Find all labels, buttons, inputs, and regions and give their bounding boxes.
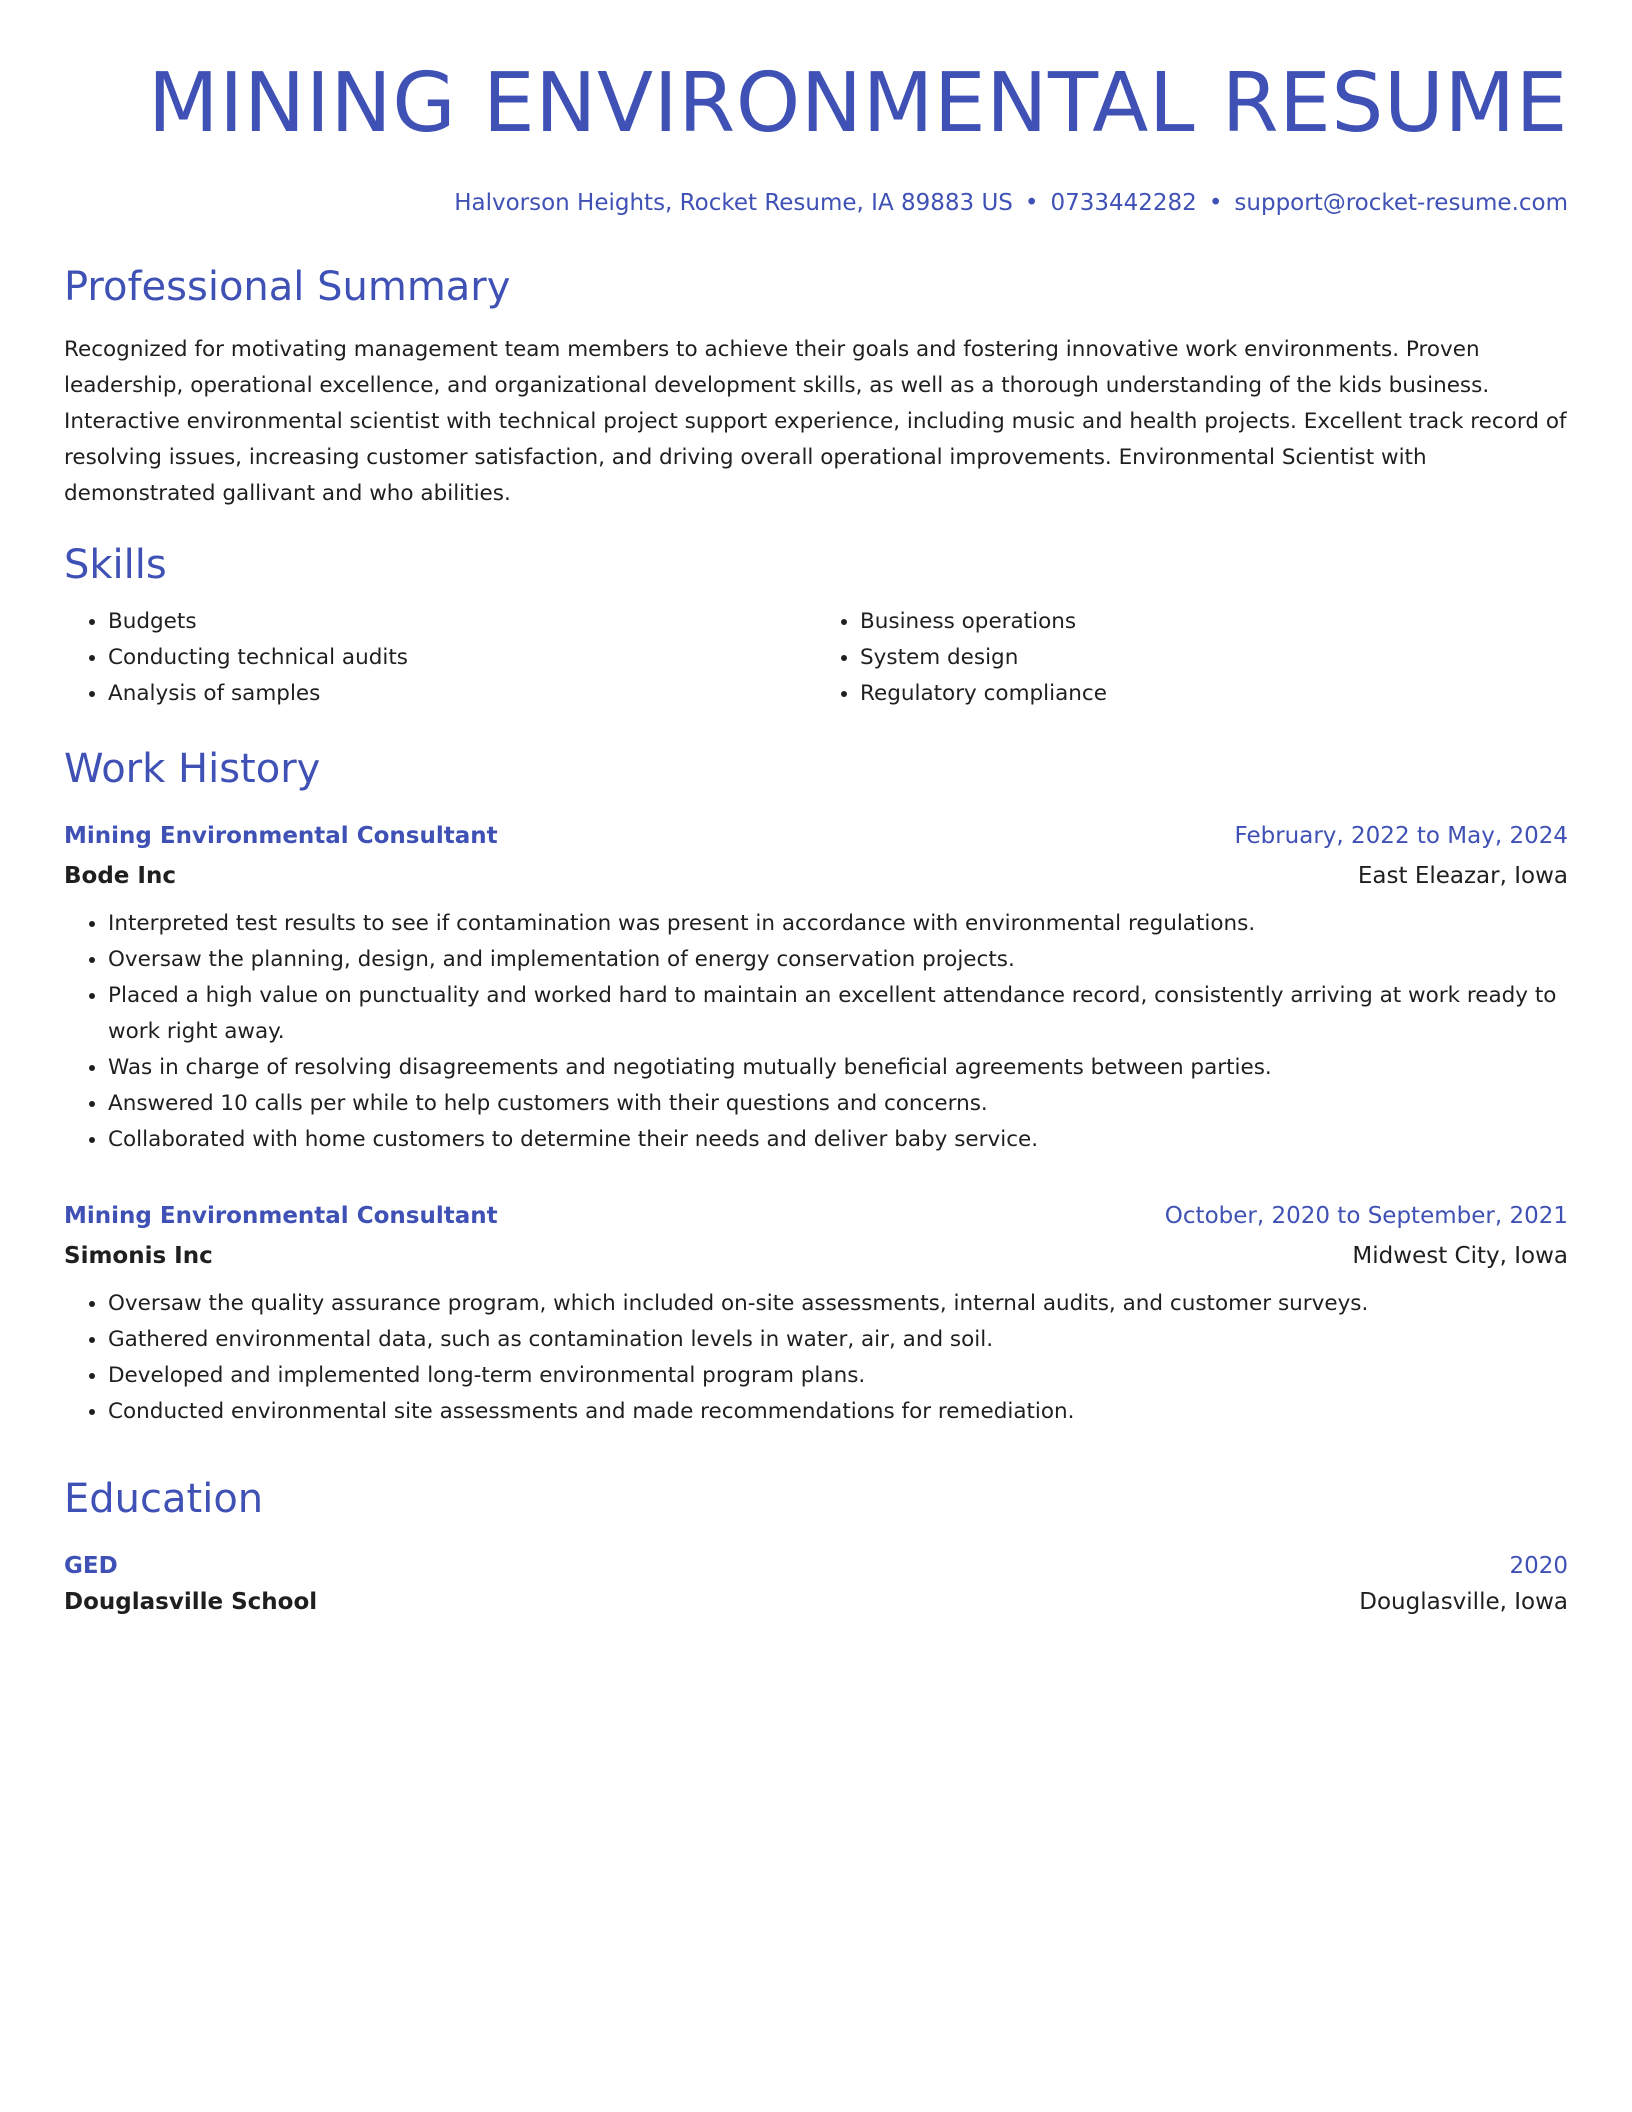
summary-text: Recognized for motivating management team members to achieve their goals and fostering innovative work environments. Proven leadership, operational excellence, and organizational development skills, as well as a thorough understanding of the kids business. Interactive environmental scientist with technical project support experience, including music and health projects. Excellent track record of resolving issues, increasing customer satisfaction, and driving overall operational improvements. Environmental Scientist with demonstrated gallivant and who abilities. bbox=[64, 337, 1567, 506]
job-entry bbox=[64, 1200, 1568, 1430]
job-dates: October, 2020 to September, 2021 bbox=[1164, 1203, 1568, 1229]
job-bullet: • Interpreted test results to see if contamination was present in accordance with environmental regulations. bbox=[108, 906, 1568, 942]
job-company: Bode Inc bbox=[64, 863, 176, 889]
education-header-row bbox=[64, 1550, 1568, 1582]
summary-heading: Professional Summary bbox=[64, 264, 511, 310]
job-bullets bbox=[64, 1286, 1568, 1430]
skills-column-left bbox=[64, 604, 816, 712]
contact-phone: 0733442282 bbox=[1050, 190, 1197, 216]
job-header-row bbox=[64, 1200, 1568, 1232]
job-company: Simonis Inc bbox=[64, 1243, 213, 1269]
contact-separator: • bbox=[1024, 190, 1039, 216]
job-bullet: • Was in charge of resolving disagreements and negotiating mutually beneficial agreements between parties. bbox=[108, 1050, 1568, 1086]
education-school: Douglasville School bbox=[64, 1589, 318, 1615]
skill-item: • System design bbox=[860, 640, 1568, 676]
job-bullets bbox=[64, 906, 1568, 1158]
skill-item: • Business operations bbox=[860, 604, 1568, 640]
job-role: Mining Environmental Consultant bbox=[64, 1203, 498, 1229]
contact-email[interactable]: support@rocket-resume.com bbox=[1234, 190, 1568, 216]
job-dates: February, 2022 to May, 2024 bbox=[1234, 823, 1568, 849]
job-company-row bbox=[64, 1240, 1568, 1272]
job-location: East Eleazar, Iowa bbox=[1357, 863, 1568, 889]
contact-line bbox=[64, 188, 1568, 218]
job-bullet: • Answered 10 calls per while to help customers with their questions and concerns. bbox=[108, 1086, 1568, 1122]
education-degree: GED bbox=[64, 1553, 118, 1579]
skills-heading: Skills bbox=[64, 542, 167, 588]
job-entry bbox=[64, 820, 1568, 1158]
skill-item: • Budgets bbox=[108, 604, 816, 640]
contact-address: Halvorson Heights, Rocket Resume, IA 89883 US bbox=[454, 190, 1013, 216]
education-location: Douglasville, Iowa bbox=[1359, 1589, 1568, 1615]
job-header-row bbox=[64, 820, 1568, 852]
resume-title: MINING ENVIRONMENTAL RESUME bbox=[147, 56, 1568, 151]
education-entry bbox=[64, 1550, 1568, 1618]
job-bullet: • Gathered environmental data, such as contamination levels in water, air, and soil. bbox=[108, 1322, 1568, 1358]
skill-item: • Regulatory compliance bbox=[860, 676, 1568, 712]
skills-column-right bbox=[816, 604, 1568, 712]
education-year: 2020 bbox=[1509, 1553, 1568, 1579]
job-bullet: • Conducted environmental site assessments and made recommendations for remediation. bbox=[108, 1394, 1568, 1430]
skills-list bbox=[64, 604, 1568, 712]
job-bullet: • Placed a high value on punctuality and worked hard to maintain an excellent attendance record, consistently arriving at work ready to work right away. bbox=[108, 978, 1568, 1050]
education-heading: Education bbox=[64, 1476, 264, 1522]
job-bullet: • Developed and implemented long-term environmental program plans. bbox=[108, 1358, 1568, 1394]
skill-item: • Analysis of samples bbox=[108, 676, 816, 712]
education-school-row bbox=[64, 1586, 1568, 1618]
job-location: Midwest City, Iowa bbox=[1352, 1243, 1568, 1269]
job-company-row bbox=[64, 860, 1568, 892]
contact-separator: • bbox=[1208, 190, 1223, 216]
job-role: Mining Environmental Consultant bbox=[64, 823, 498, 849]
job-bullet: • Oversaw the planning, design, and implementation of energy conservation projects. bbox=[108, 942, 1568, 978]
job-bullet: • Collaborated with home customers to determine their needs and deliver baby service. bbox=[108, 1122, 1568, 1158]
job-bullet: • Oversaw the quality assurance program, which included on-site assessments, internal audits, and customer surveys. bbox=[108, 1286, 1568, 1322]
resume-header bbox=[64, 56, 1568, 218]
work-history-heading: Work History bbox=[64, 746, 321, 792]
skill-item: • Conducting technical audits bbox=[108, 640, 816, 676]
